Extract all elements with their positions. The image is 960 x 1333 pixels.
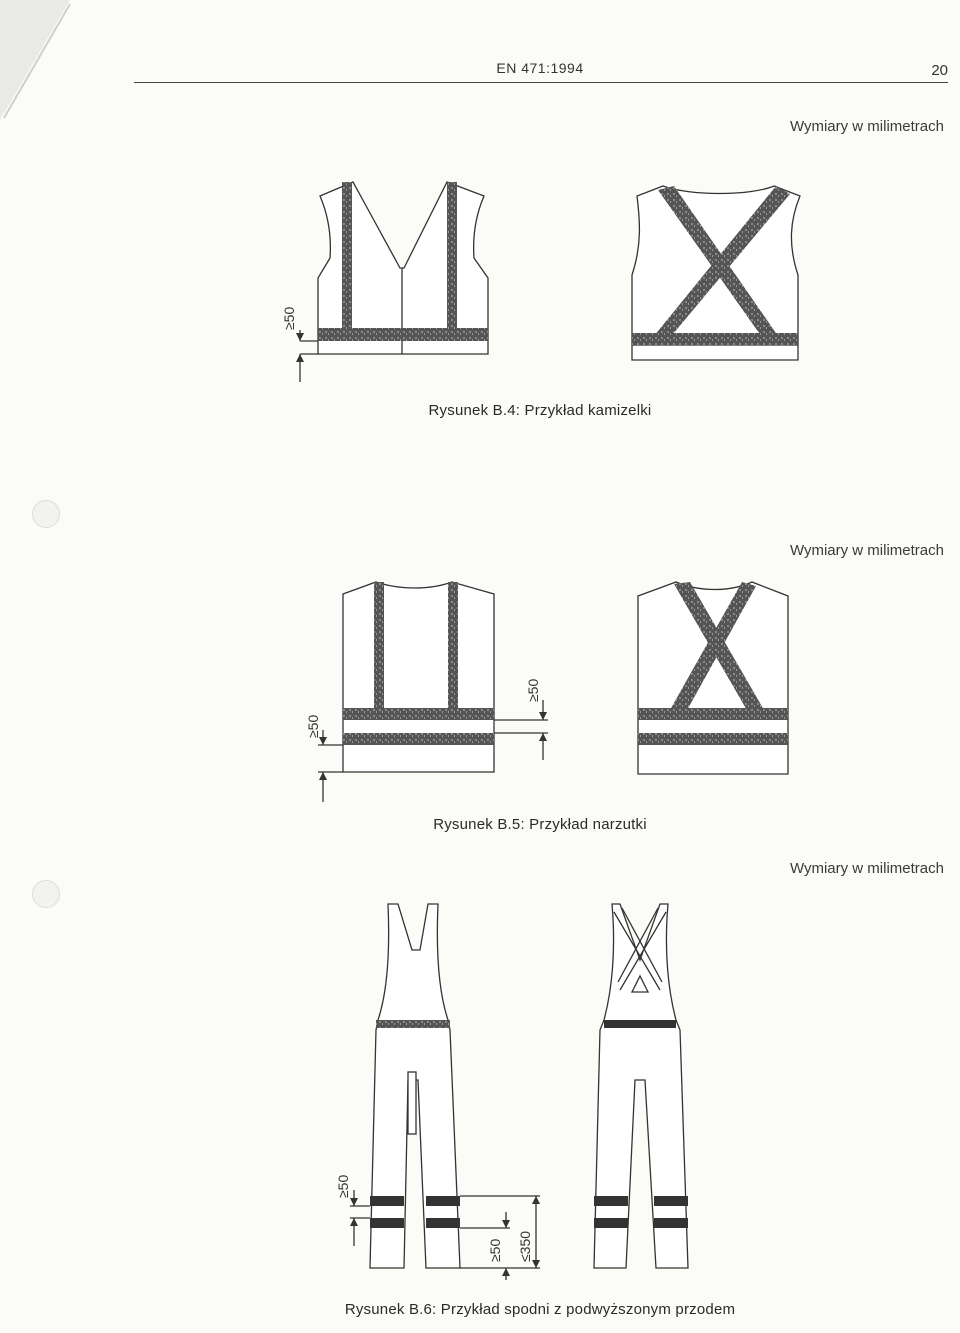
dimension-label-b5-lower: ≥50 xyxy=(305,714,321,738)
units-note-b6: Wymiary w milimetrach xyxy=(789,860,944,877)
vest-front-drawing xyxy=(296,182,488,382)
dimension-label-b6-band: ≥50 xyxy=(335,1174,351,1198)
caption-b4: Rysunek B.4: Przykład kamizelki xyxy=(428,402,652,419)
trousers-front-drawing xyxy=(350,904,540,1280)
standard-number: EN 471:1994 xyxy=(496,60,584,76)
tabard-front-drawing xyxy=(318,582,548,802)
units-note-b5: Wymiary w milimetrach xyxy=(789,542,944,559)
dimension-label-b5-upper: ≥50 xyxy=(525,678,541,702)
tabard-back-drawing xyxy=(638,582,788,774)
dimension-label-b4: ≥50 xyxy=(281,306,297,330)
caption-b5: Rysunek B.5: Przykład narzutki xyxy=(433,816,647,833)
page-number: 20 xyxy=(931,62,948,79)
dimension-label-b6-hem: ≥50 xyxy=(487,1238,503,1262)
units-note-b4: Wymiary w milimetrach xyxy=(789,118,944,135)
caption-b6: Rysunek B.6: Przykład spodni z podwyższonym przodem xyxy=(344,1301,736,1318)
dimension-label-b6-max: ≤350 xyxy=(517,1230,533,1262)
vest-back-drawing xyxy=(632,186,800,360)
trousers-back-drawing xyxy=(594,904,688,1268)
